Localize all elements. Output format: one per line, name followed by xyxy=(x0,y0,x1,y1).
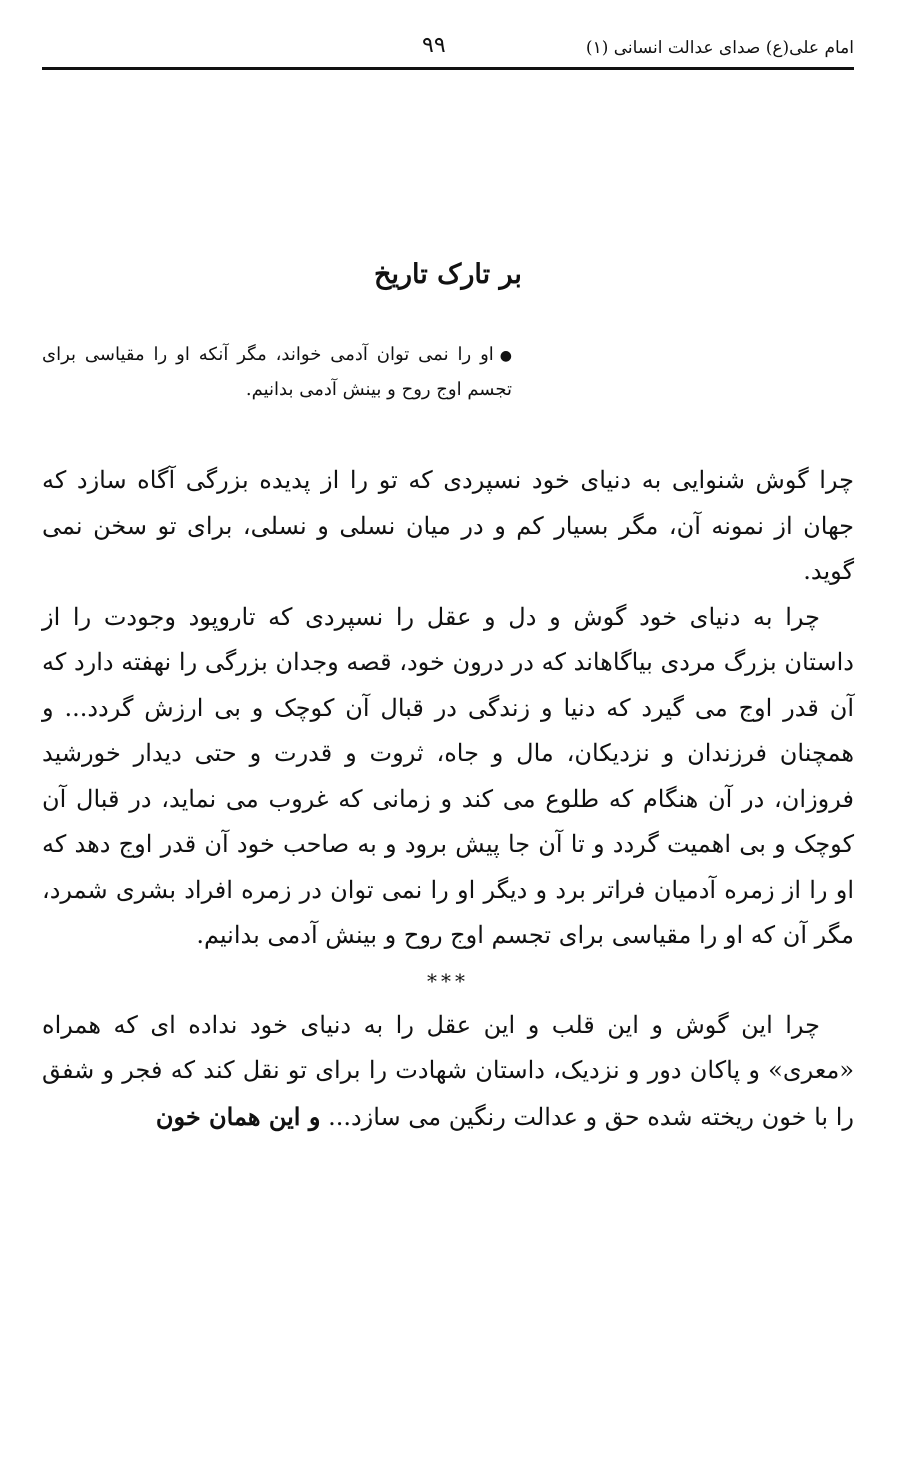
section-separator xyxy=(42,959,854,1003)
section-title: بر تارک تاریخ xyxy=(374,259,522,290)
page-header xyxy=(42,30,854,70)
epigraph xyxy=(42,338,512,407)
paragraph-3-text: چرا این گوش و این قلب و این عقل را به دنیای خود نداده ای که همراه «معری» و پاکان دور و نزدیک، داستان شهادت را برای تو نقل کند که فجر و شفق را با خون ریخته شده حق و عدالت رنگین می سازد... xyxy=(42,1010,854,1131)
separator-stars: *** xyxy=(427,968,469,993)
page-number: ۹۹ xyxy=(422,33,446,58)
paragraph-1: چرا گوش شنوایی به دنیای خود نسپردی که تو را از پدیده بزرگی آگاه سازد که جهان از نمونه آن، مگر بسیار کم و در میان نسلی و نسلی، برای تو سخن نمی گوید. xyxy=(42,466,854,585)
paragraph-2: چرا به دنیای خود گوش و دل و عقل را نسپردی که تاروپود وجودت را از داستان بزرگ مردی بیاگاهاند که در درون خود، قصه وجدان بزرگی را نهفته دارد که آن قدر اوج می گیرد که دنیا و زندگی در قبال آن کوچک و بی ارزش گردد... و همچنان فرزندان و نزدیکان، مال و جاه، ثروت و قدرت و حتی دیدار خورشید فروزان، در آن هنگام که طلوع می کند و زمانی که غروب می نماید، در قبال آن کوچک و بی اهمیت گردد و تا آن جا پیش برود و به صاحب خود آن قدر اوج دهد که او را از زمره آدمیان فراتر برد و دیگر او را نمی توان در زمره افراد بشری شمرد، مگر آن که او را مقیاسی برای تجسم اوج روح و بینش آدمی بدانیم. xyxy=(42,602,854,949)
running-title: امام علی(ع) صدای عدالت انسانی (۱) xyxy=(585,38,854,58)
paragraph-3 xyxy=(42,1003,854,1141)
paragraph-3-bold: و این همان خون xyxy=(155,1101,321,1131)
bullet-icon: ● xyxy=(499,348,512,364)
body-text xyxy=(42,458,854,1140)
epigraph-text: او را نمی توان آدمی خواند، مگر آنکه او را مقیاسی برای تجسم اوج روح و بینش آدمی بدانیم. xyxy=(42,344,512,400)
